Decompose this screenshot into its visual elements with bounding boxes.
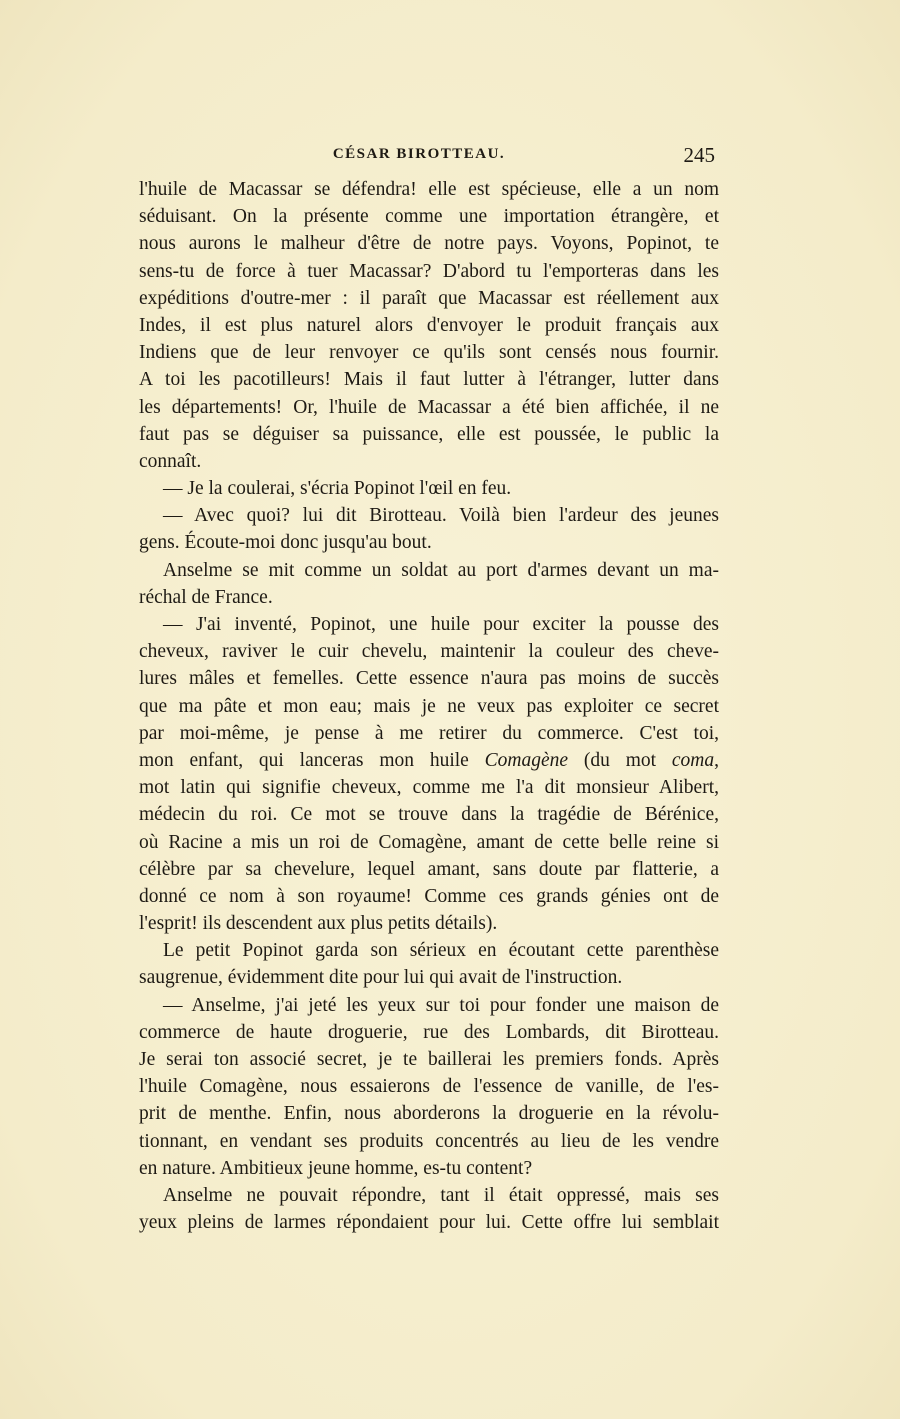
text-line: gens. Écoute-moi donc jusqu'au bout. xyxy=(139,532,432,554)
text-line: prit de menthe. Enfin, nous aborderons la droguerie en la révolu- xyxy=(139,1103,719,1125)
text-line: Indes, il est plus naturel alors d'envoyer le produit français aux xyxy=(139,314,719,336)
text-line: l'huile Comagène, nous essaierons de l'essence de vanille, de l'es- xyxy=(139,1076,719,1098)
text-line: sens-tu de force à tuer Macassar? D'abord tu l'emporteras dans les xyxy=(139,260,719,282)
text-line: expéditions d'outre-mer : il paraît que Macassar est réellement aux xyxy=(139,287,719,309)
text-line: tionnant, en vendant ses produits concentrés au lieu de les vendre xyxy=(139,1130,719,1152)
text-line: Anselme ne pouvait répondre, tant il était oppressé, mais ses xyxy=(163,1184,719,1206)
text-segment: , xyxy=(714,749,719,771)
text-line: commerce de haute droguerie, rue des Lombards, dit Birotteau. xyxy=(139,1021,719,1043)
text-line: célèbre par sa chevelure, lequel amant, sans doute par flatterie, a xyxy=(139,858,719,880)
italic-word: Comagène xyxy=(484,749,569,771)
text-line: Je serai ton associé secret, je te baillerai les premiers fonds. Après xyxy=(139,1049,719,1070)
text-line: Anselme se mit comme un soldat au port d'armes devant un ma- xyxy=(163,559,719,581)
text-segment: (du mot xyxy=(568,749,672,771)
text-line: — Anselme, j'ai jeté les yeux sur toi pour fonder une maison de xyxy=(163,994,719,1016)
text-line: saugrenue, évidemment dite pour lui qui avait de l'instruction. xyxy=(139,967,623,989)
text-line: nous aurons le malheur d'être de notre pays. Voyons, Popinot, te xyxy=(139,233,719,255)
italic-word: coma xyxy=(671,749,715,771)
text-line: A toi les pacotilleurs! Mais il faut lutter à l'étranger, lutter dans xyxy=(139,369,719,391)
running-head xyxy=(139,143,719,170)
page-number: 245 xyxy=(683,143,715,167)
text-line: Indiens que de leur renvoyer ce qu'ils sont censés nous fournir. xyxy=(139,342,719,364)
text-line: — Avec quoi? lui dit Birotteau. Voilà bien l'ardeur des jeunes xyxy=(163,505,719,527)
text-segment: mon enfant, qui lanceras mon huile xyxy=(139,749,485,771)
text-line: — J'ai inventé, Popinot, une huile pour exciter la pousse des xyxy=(163,614,719,635)
text-line: médecin du roi. Ce mot se trouve dans la tragédie de Bérénice, xyxy=(139,804,719,826)
text-line: donné ce nom à son royaume! Comme ces grands génies ont de xyxy=(139,885,719,907)
text-line: — Je la coulerai, s'écria Popinot l'œil en feu. xyxy=(163,478,512,500)
text-line: les départements! Or, l'huile de Macassar a été bien affichée, il ne xyxy=(139,396,719,418)
text-line: mot latin qui signifie cheveux, comme me l'a dit monsieur Alibert, xyxy=(139,777,719,799)
text-line: où Racine a mis un roi de Comagène, amant de cette belle reine si xyxy=(139,831,719,853)
text-line: par moi-même, je pense à me retirer du commerce. C'est toi, xyxy=(139,722,719,744)
text-line: Le petit Popinot garda son sérieux en écoutant cette parenthèse xyxy=(163,940,719,962)
text-line: l'huile de Macassar se défendra! elle est spécieuse, elle a un nom xyxy=(139,179,719,200)
text-line: réchal de France. xyxy=(139,586,273,608)
text-line: yeux pleins de larmes répondaient pour lui. Cette offre lui semblait xyxy=(139,1212,719,1234)
text-line: séduisant. On la présente comme une importation étrangère, et xyxy=(139,206,719,228)
running-title: CÉSAR BIROTTEAU. xyxy=(332,146,506,162)
text-line: en nature. Ambitieux jeune homme, es-tu content? xyxy=(139,1157,533,1179)
body-text xyxy=(139,176,719,1236)
text-line: lures mâles et femelles. Cette essence n'aura pas moins de succès xyxy=(139,668,719,690)
text-line: l'esprit! ils descendent aux plus petits détails). xyxy=(139,913,498,935)
text-line: cheveux, raviver le cuir chevelu, maintenir la couleur des cheve- xyxy=(139,641,719,663)
text-line xyxy=(139,747,719,774)
text-line: que ma pâte et mon eau; mais je ne veux pas exploiter ce secret xyxy=(139,695,719,717)
text-line: connaît. xyxy=(139,450,202,472)
text-line: faut pas se déguiser sa puissance, elle est poussée, le public la xyxy=(139,423,719,445)
